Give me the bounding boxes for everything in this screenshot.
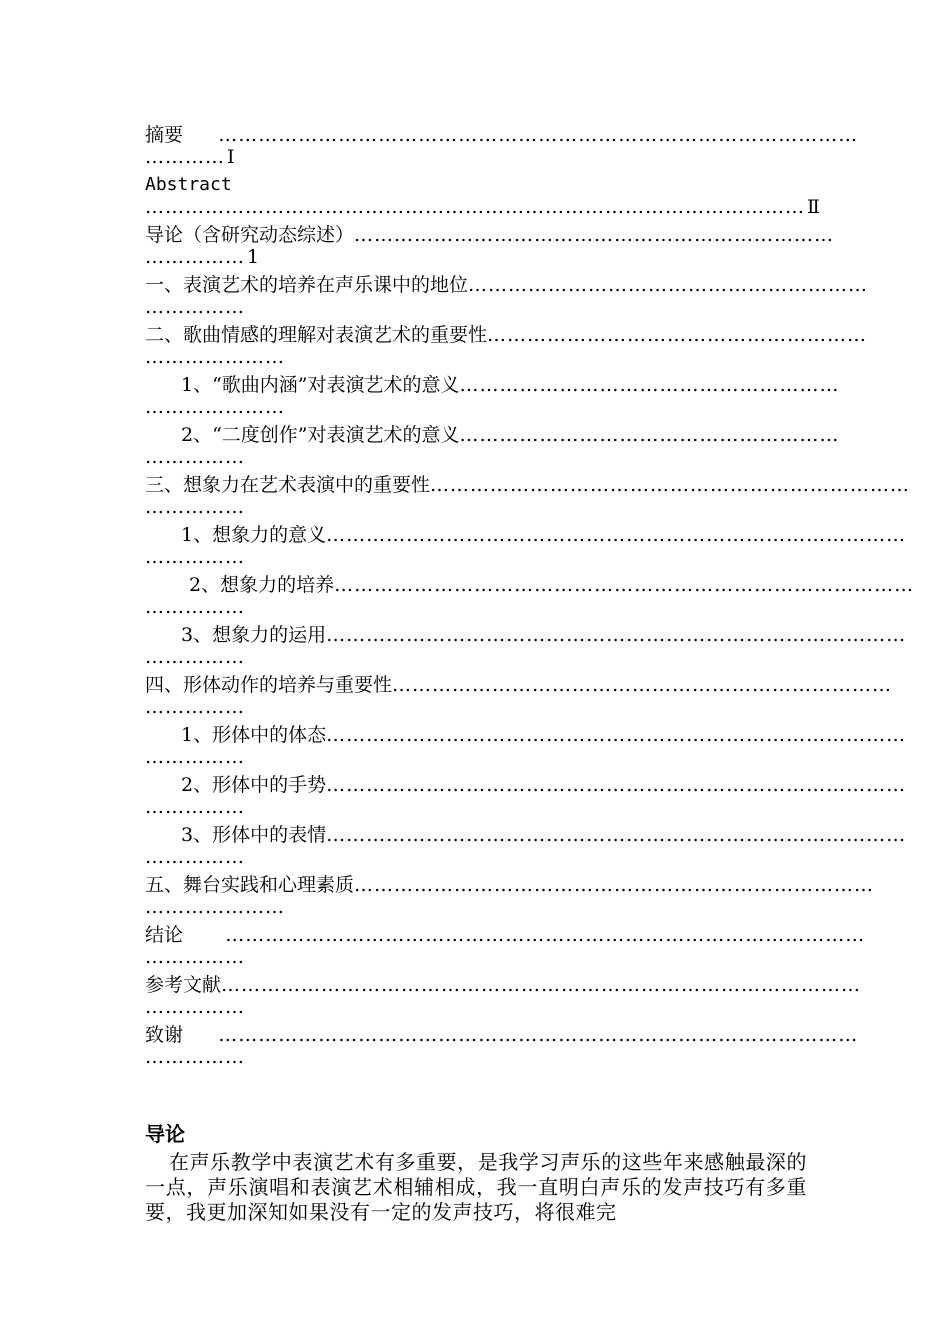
toc-leader-dots: …………… <box>145 546 245 568</box>
toc-leader-dots: …………… <box>145 996 245 1018</box>
toc-label: 1、形体中的体态 <box>181 724 327 746</box>
toc-label: 3、形体中的表情 <box>181 824 327 846</box>
toc-leader-dots: ………………… <box>145 896 285 918</box>
toc-label: 五、舞台实践和心理素质 <box>145 874 355 896</box>
toc-item-section-4-2[interactable] <box>145 772 907 822</box>
toc-leader-dots: ………………… <box>145 346 285 368</box>
toc-label: 参考文献 <box>145 974 222 996</box>
toc-label: 二、歌曲情感的理解对表演艺术的重要性 <box>145 324 488 346</box>
toc-leader-dots: …………………………………………………………………………… <box>326 524 907 546</box>
toc-item-section-3-3[interactable] <box>145 622 907 672</box>
section-heading: 导论 <box>145 1122 185 1146</box>
toc-item-section-2-1[interactable] <box>145 372 840 422</box>
toc-page-number: Ⅱ <box>807 196 820 218</box>
table-of-contents <box>145 122 915 1072</box>
toc-leader-dots: …………………………………………………………………………… <box>326 774 907 796</box>
toc-item-references[interactable] <box>145 972 862 1022</box>
toc-label: 2、“二度创作”对表演艺术的意义 <box>181 424 460 446</box>
toc-item-section-3[interactable] <box>145 472 911 522</box>
toc-item-abstract-cn[interactable] <box>145 122 859 172</box>
toc-page-number: Ⅰ <box>227 146 235 168</box>
toc-leader-dots: …………… <box>145 796 245 818</box>
toc-label: 2、想象力的培养 <box>189 574 335 596</box>
toc-leader-dots: …………… <box>145 446 245 468</box>
toc-leader-dots: …………… <box>145 646 245 668</box>
toc-item-section-4[interactable] <box>145 672 893 722</box>
toc-label: Abstract <box>145 174 232 195</box>
introduction-section <box>145 1120 807 1225</box>
toc-page-number: 1 <box>247 246 260 268</box>
toc-leader-dots: …………………………………………………………………………………… <box>183 124 859 146</box>
toc-leader-dots: …………… <box>145 246 245 268</box>
toc-leader-dots: …………… <box>145 746 245 768</box>
toc-item-section-3-2[interactable] <box>145 572 915 622</box>
toc-leader-dots: ………………………………………………… <box>459 424 840 446</box>
toc-leader-dots: ……………………………………………………………………………………… <box>145 196 805 218</box>
toc-item-section-5[interactable] <box>145 872 875 922</box>
toc-label: 一、表演艺术的培养在声乐课中的地位 <box>145 274 469 296</box>
toc-item-conclusion[interactable] <box>145 922 866 972</box>
toc-leader-dots: ………………………………………………………………… <box>392 674 893 696</box>
toc-leader-dots: ………………………………………………… <box>487 324 868 346</box>
toc-item-section-3-1[interactable] <box>145 522 907 572</box>
toc-leader-dots: …………………………………………………… <box>468 274 869 296</box>
toc-label: 1、“歌曲内涵”对表演艺术的意义 <box>181 374 460 396</box>
toc-leader-dots: …………………………………………………………………………… <box>326 824 907 846</box>
toc-item-section-2-2[interactable] <box>145 422 840 472</box>
toc-leader-dots: ………… <box>145 146 225 168</box>
toc-leader-dots: …………… <box>145 296 245 318</box>
toc-item-section-1[interactable] <box>145 272 869 322</box>
toc-label: 结论 <box>145 924 184 946</box>
toc-leader-dots: …………………………………………………………………………………… <box>183 1024 859 1046</box>
toc-leader-dots: …………… <box>145 496 245 518</box>
toc-label: 1、想象力的意义 <box>181 524 327 546</box>
toc-label: 3、想象力的运用 <box>181 624 327 646</box>
toc-leader-dots: …………… <box>145 1046 245 1068</box>
toc-leader-dots: ………………… <box>145 396 285 418</box>
toc-leader-dots: …………… <box>145 846 245 868</box>
toc-item-section-4-1[interactable] <box>145 722 907 772</box>
toc-item-acknowledgements[interactable] <box>145 1022 859 1072</box>
toc-leader-dots: …………………………………………………………………………… <box>326 724 907 746</box>
toc-leader-dots: …………… <box>145 946 245 968</box>
toc-item-section-4-3[interactable] <box>145 822 907 872</box>
toc-leader-dots: …………………………………………………………………………… <box>334 574 915 596</box>
toc-leader-dots: ……………………………………………………………… <box>354 224 835 246</box>
toc-leader-dots: ………………………………………………… <box>459 374 840 396</box>
toc-leader-dots: …………… <box>145 596 245 618</box>
toc-label: 2、形体中的手势 <box>181 774 327 796</box>
body-paragraph: 在声乐教学中表演艺术有多重要，是我学习声乐的这些年来感触最深的一点，声乐演唱和表演艺术相辅相成，我一直明白声乐的发声技巧有多重要，我更加深知如果没有一定的发声技巧，将很难完 <box>145 1150 807 1224</box>
toc-leader-dots: ……………………………………………………………… <box>430 474 911 496</box>
toc-label: 四、形体动作的培养与重要性 <box>145 674 393 696</box>
toc-leader-dots: …………………………………………………………………………… <box>326 624 907 646</box>
toc-label: 致谢 <box>145 1024 184 1046</box>
toc-label: 三、想象力在艺术表演中的重要性 <box>145 474 431 496</box>
toc-leader-dots: …………… <box>145 696 245 718</box>
toc-label: 摘要 <box>145 124 184 146</box>
toc-item-abstract-en[interactable] <box>145 172 820 222</box>
toc-leader-dots: …………………………………………………………………………………… <box>221 974 862 996</box>
toc-item-introduction[interactable] <box>145 222 835 272</box>
toc-label: 导论（含研究动态综述） <box>145 224 355 246</box>
toc-leader-dots: …………………………………………………………………… <box>354 874 875 896</box>
toc-item-section-2[interactable] <box>145 322 868 372</box>
toc-leader-dots: …………………………………………………………………………………… <box>183 924 866 946</box>
